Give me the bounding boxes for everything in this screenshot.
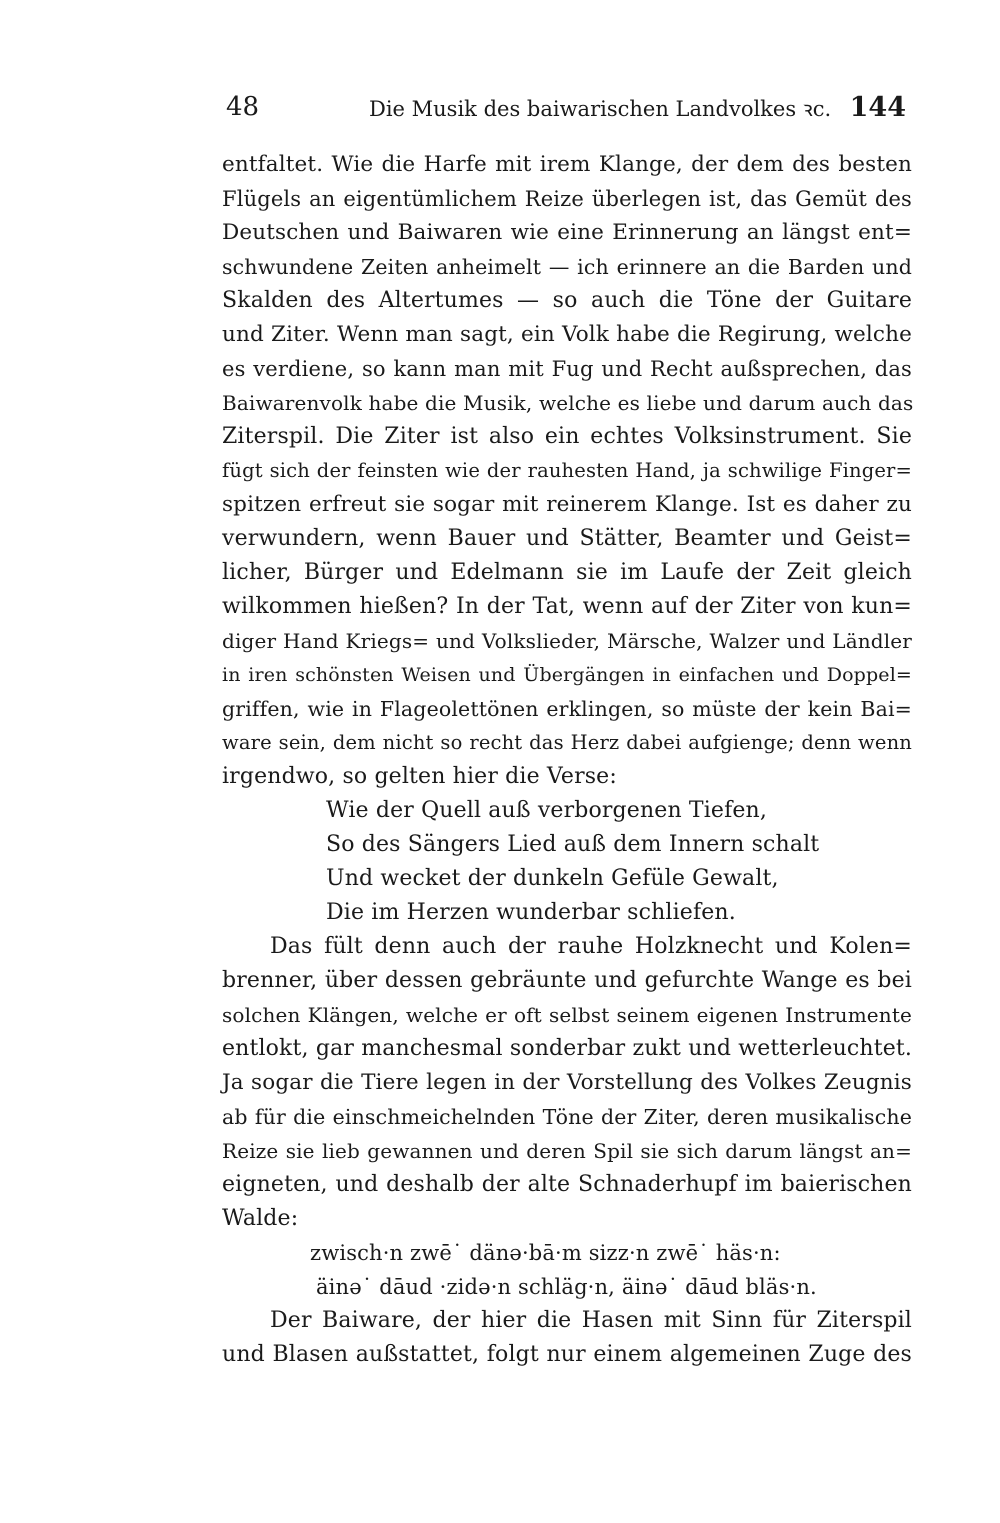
verse-line: So des Sängers Lied auß dem Innern schalt: [326, 832, 820, 857]
text-line: Deutschen und Baiwaren wie eine Erinnerung an längst ent=: [222, 220, 912, 245]
text-line: in iren schönsten Weisen und Übergängen in einfachen und Doppel=: [222, 664, 912, 686]
verse-line: Und wecket der dunkeln Gefüle Gewalt,: [326, 866, 779, 891]
running-title: Die Musik des baiwarischen Landvolkes ꝛc.: [369, 97, 832, 121]
running-header: [226, 92, 906, 132]
text-line: irgendwo, so gelten hier die Verse:: [222, 764, 617, 789]
text-line: Der Baiware, der hier die Hasen mit Sinn für Ziterspil: [270, 1308, 912, 1333]
text-line: spitzen erfreut sie sogar mit reinerem Klange. Ist es daher zu: [222, 492, 912, 517]
verse-line: Die im Herzen wunderbar schliefen.: [326, 900, 736, 925]
text-line: und Blasen außstattet, folgt nur einem algemeinen Zuge des: [222, 1342, 912, 1367]
text-line: Walde:: [222, 1206, 299, 1231]
text-line: Reize sie lieb gewannen und deren Spil sie sich darum längst an=: [222, 1139, 912, 1163]
text-line: verwundern, wenn Bauer und Stätter, Beamter und Geist=: [222, 526, 912, 551]
text-line: eigneten, und deshalb der alte Schnaderhupf im baierischen: [222, 1172, 912, 1197]
text-line: Flügels an eigentümlichem Reize überlegen ist, das Gemüt des: [222, 187, 912, 211]
text-line: entfaltet. Wie die Harfe mit irem Klange, der dem des besten: [222, 152, 912, 177]
text-line: diger Hand Kriegs= und Volkslieder, Märsche, Walzer und Ländler: [222, 629, 912, 653]
text-line: entlokt, gar manchesmal sonderbar zukt und wetterleuchtet.: [222, 1036, 912, 1061]
text-line: Das fült denn auch der rauhe Holzknecht und Kolen=: [270, 934, 912, 959]
old-page-number: 48: [226, 92, 260, 122]
text-line: wilkommen hießen? In der Tat, wenn auf der Ziter von kun=: [222, 594, 912, 619]
text-line: brenner, über dessen gebräunte und gefurchte Wange es bei: [222, 968, 912, 993]
text-line: solchen Klängen, welche er oft selbst seinem eigenen Instrumente: [222, 1003, 912, 1027]
text-line: Ziterspil. Die Ziter ist also ein echtes Volksinstrument. Sie: [222, 424, 912, 449]
text-line: Baiwarenvolk habe die Musik, welche es liebe und darum auch das: [222, 391, 914, 415]
text-line: Skalden des Altertumes — so auch die Töne der Guitare: [222, 288, 912, 313]
text-line: licher, Bürger und Edelmann sie im Laufe der Zeit gleich: [222, 560, 912, 585]
verse-line: Wie der Quell auß verborgenen Tiefen,: [326, 798, 768, 823]
page-number: 144: [849, 92, 906, 123]
dialect-verse-line: äinə˙ dāud ·zidə·n schläg·n, äinə˙ dāud bläs·n.: [316, 1275, 817, 1299]
text-line: und Ziter. Wenn man sagt, ein Volk habe die Regirung, welche: [222, 322, 912, 347]
body-text: [222, 148, 912, 1372]
text-line: Ja sogar die Tiere legen in der Vorstellung des Volkes Zeugnis: [222, 1070, 912, 1095]
text-line: es verdiene, so kann man mit Fug und Recht außsprechen, das: [222, 357, 912, 381]
text-line: fügt sich der feinsten wie der rauhesten Hand, ja schwilige Finger=: [222, 459, 912, 482]
dialect-verse-line: zwisch·n zwē˙ dänə·bā·m sizz·n zwē˙ häs·n:: [310, 1241, 781, 1265]
text-line: ab für die einschmeichelnden Töne der Ziter, deren musikalische: [222, 1105, 912, 1129]
text-line: ware sein, dem nicht so recht das Herz dabei aufgienge; denn wenn: [222, 731, 912, 754]
text-line: griffen, wie in Flageolettönen erklingen, so müste der kein Bai=: [222, 697, 912, 721]
text-line: schwundene Zeiten anheimelt — ich erinnere an die Barden und: [222, 255, 912, 279]
